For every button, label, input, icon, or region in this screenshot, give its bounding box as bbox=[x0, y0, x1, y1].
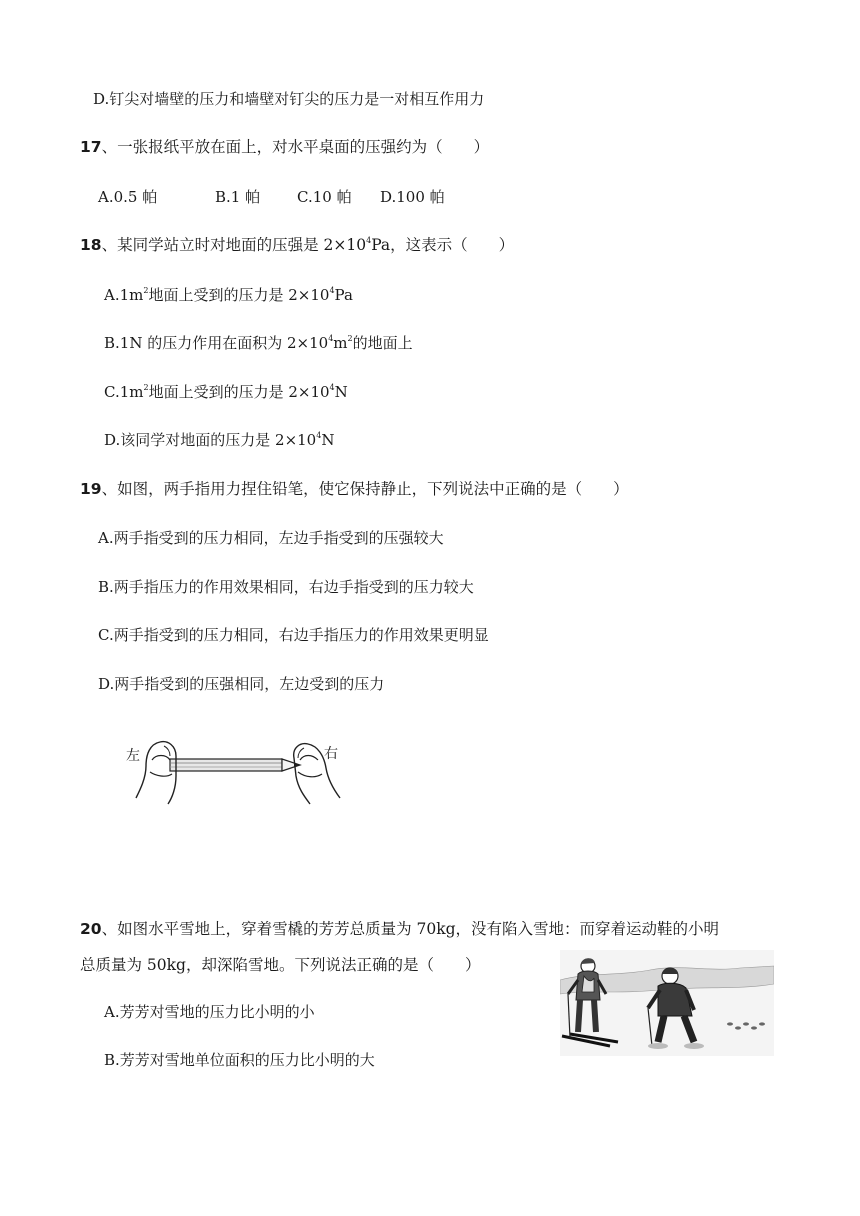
q18-d-part2: N bbox=[321, 431, 335, 449]
q17-stem-text: 、一张报纸平放在面上，对水平桌面的压强约为（ ） bbox=[101, 138, 490, 156]
q18-c-sup1: 2 bbox=[143, 383, 149, 392]
q19-option-a: A.两手指受到的压力相同，左边手指受到的压强较大 bbox=[98, 529, 444, 547]
q18-option-b bbox=[104, 333, 413, 353]
q17-option-d: D.100 帕 bbox=[380, 188, 445, 206]
left-finger bbox=[136, 742, 176, 804]
q18-b-part3: 的地面上 bbox=[352, 334, 413, 352]
q20-option-b: B.芳芳对雪地单位面积的压力比小明的大 bbox=[104, 1051, 375, 1069]
q18-b-part1: B.1N 的压力作用在面积为 2×10 bbox=[104, 334, 329, 352]
q18-number: 18 bbox=[80, 236, 102, 254]
q18-stem bbox=[80, 235, 514, 255]
q18-a-part1: A.1m bbox=[104, 286, 144, 304]
q17-option-c: C.10 帕 bbox=[297, 188, 352, 206]
q18-c-part3: N bbox=[334, 383, 348, 401]
q20-option-a: A.芳芳对雪地的压力比小明的小 bbox=[104, 1003, 315, 1021]
q18-option-a bbox=[104, 285, 353, 305]
q18-a-part2: 地面上受到的压力是 2×10 bbox=[148, 286, 330, 304]
q17-option-a: A.0.5 帕 bbox=[98, 188, 158, 206]
right-label: 右 bbox=[324, 746, 338, 762]
q18-c-part2: 地面上受到的压力是 2×10 bbox=[148, 383, 330, 401]
q18-a-sup2: 4 bbox=[329, 286, 335, 295]
q17-stem bbox=[80, 137, 489, 157]
q20-stem-text1: 、如图水平雪地上，穿着雪橇的芳芳总质量为 70kg，没有陷入雪地：而穿着运动鞋的小明 bbox=[101, 920, 720, 938]
q19-number: 19 bbox=[80, 480, 102, 498]
q16-option-d: D.钉尖对墙壁的压力和墙壁对钉尖的压力是一对相互作用力 bbox=[93, 90, 485, 108]
q19-option-b: B.两手指压力的作用效果相同，右边手指受到的压力较大 bbox=[98, 578, 474, 596]
q17-number: 17 bbox=[80, 138, 102, 156]
q18-b-part2: m bbox=[333, 334, 348, 352]
q19-stem bbox=[80, 479, 629, 499]
q18-a-sup1: 2 bbox=[143, 286, 149, 295]
q18-c-part1: C.1m bbox=[104, 383, 144, 401]
q19-stem-text: 、如图，两手指用力捏住铅笔，使它保持静止，下列说法中正确的是（ ） bbox=[101, 480, 629, 498]
q18-stem-part2: Pa，这表示（ ） bbox=[371, 236, 515, 254]
q19-option-c: C.两手指受到的压力相同，右边手指压力的作用效果更明显 bbox=[98, 626, 489, 644]
snow-figure bbox=[560, 950, 774, 1056]
pencil-pinch-figure bbox=[120, 732, 360, 807]
q18-option-c bbox=[104, 382, 348, 402]
q17-option-b: B.1 帕 bbox=[215, 188, 261, 206]
left-label: 左 bbox=[126, 748, 140, 764]
q18-stem-part1: 、某同学站立时对地面的压强是 2×10 bbox=[101, 236, 367, 254]
q18-d-sup1: 4 bbox=[316, 431, 322, 440]
q18-d-part1: D.该同学对地面的压力是 2×10 bbox=[104, 431, 317, 449]
q18-a-part3: Pa bbox=[334, 286, 353, 304]
q18-b-sup1: 4 bbox=[328, 334, 334, 343]
pencil-body bbox=[170, 759, 282, 771]
q18-c-sup2: 4 bbox=[329, 383, 335, 392]
snow-drawing bbox=[560, 950, 774, 1056]
q20-number: 20 bbox=[80, 920, 102, 938]
q18-b-sup2: 2 bbox=[347, 334, 353, 343]
q20-stem-line2: 总质量为 50kg，却深陷雪地。下列说法正确的是（ ） bbox=[80, 956, 481, 974]
q18-stem-exponent: 4 bbox=[366, 236, 372, 245]
q18-option-d bbox=[104, 430, 334, 450]
q19-option-d: D.两手指受到的压强相同，左边受到的压力 bbox=[98, 675, 385, 693]
q20-stem-line1 bbox=[80, 919, 719, 939]
